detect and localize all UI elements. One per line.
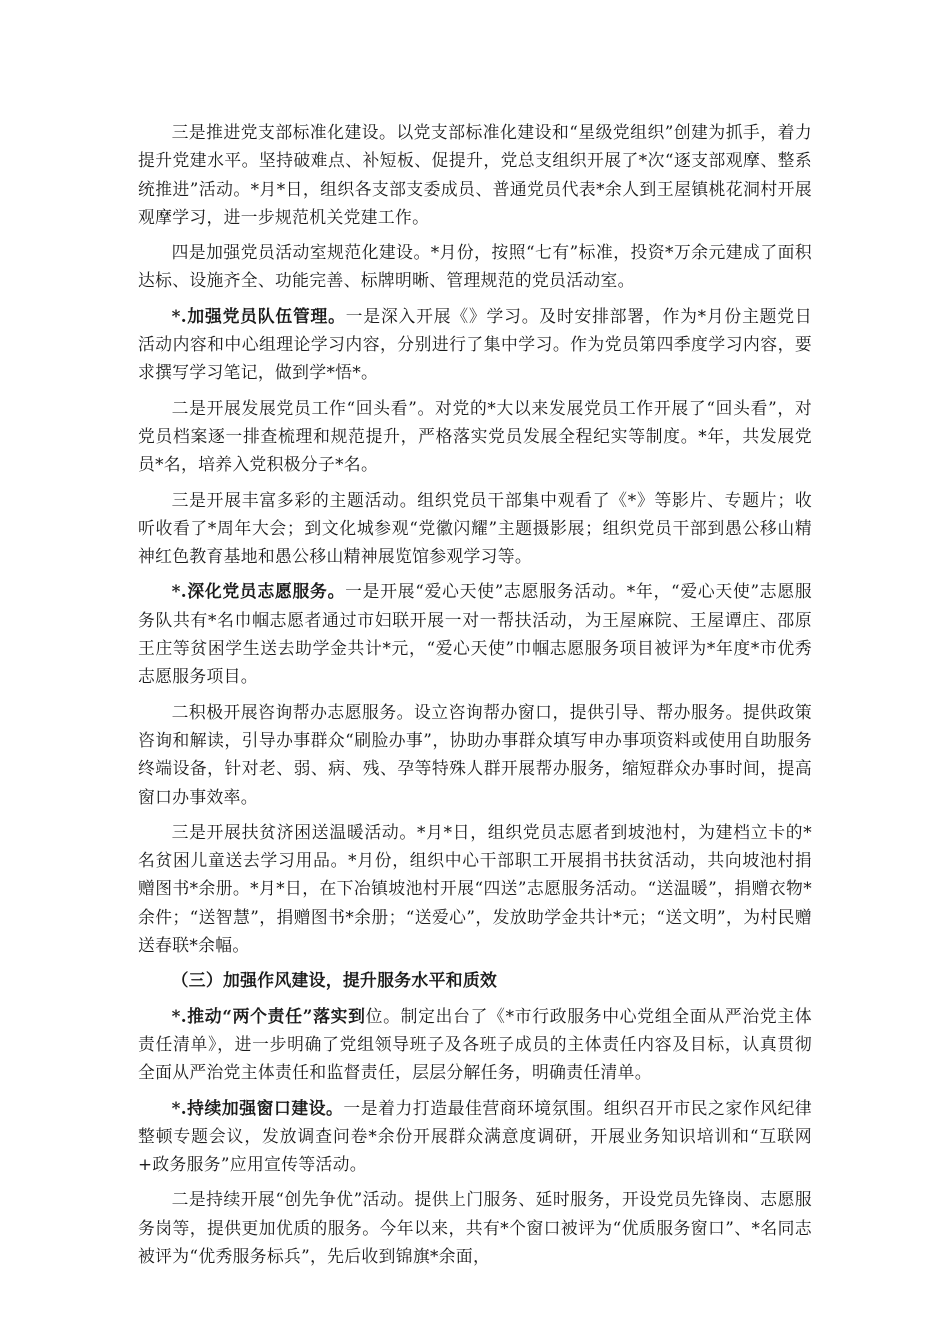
paragraph-text: 二是持续开展“创先争优”活动。提供上门服务、延时服务，开设党员先锋岗、志愿服务岗等，提供更加优质的服务。今年以来，共有*个窗口被评为“优质服务窗口”、*名同志被评为“优秀服务标兵”，先后收到锦旗*余面， — [138, 1189, 812, 1266]
paragraph — [138, 1002, 812, 1087]
paragraph-text: 位。制定出台了《*市行政服务中心党组全面从严治党主体责任清单》，进一步明确了党组领导班子及各班子成员的主体责任内容及目标，认真贯彻全面从严治党主体责任和监督责任，层层分解任务，明确责任清单。 — [138, 1005, 812, 1083]
paragraph-text: 二积极开展咨询帮办志愿服务。设立咨询帮办窗口，提供引导、帮办服务。提供政策咨询和解读，引导办事群众“刷脸办事”，协助办事群众填写申办事项资料或使用自助服务终端设备，针对老、弱、病、残、孕等特殊人群开展帮办服务，缩短群众办事时间，提高窗口办事效率。 — [138, 701, 812, 807]
paragraph — [138, 1185, 812, 1270]
paragraph-text: 一是深入开展《》学习。及时安排部署，作为*月份主题党日活动内容和中心组理论学习内容，分别进行了集中学习。作为党员第四季度学习内容，要求撰写学习笔记，做到学*悟*。 — [138, 305, 813, 383]
section-heading: （三）加强作风建设，提升服务水平和质效 — [171, 970, 498, 991]
paragraph-text: 三是推进党支部标准化建设。以党支部标准化建设和“星级党组织”创建为抓手，着力提升党建水平。坚持破难点、补短板、促提升，党总支组织开展了*次“逐支部观摩、整系统推进”活动。*月*日，组织各支部支委成员、普通党员代表*余人到王屋镇桃花洞村开展观摩学习，进一步规范机关党建工作。 — [138, 122, 812, 227]
paragraph — [138, 394, 812, 479]
paragraph — [138, 118, 812, 231]
paragraph-lead: *.持续加强窗口建设。 — [171, 1097, 344, 1118]
paragraph-text: 四是加强党员活动室规范化建设。*月份，按照“七有”标准，投资*万余元建成了面积达标、设施齐全、功能完善、标牌明晰、管理规范的党员活动室。 — [138, 242, 812, 291]
paragraph-text: 三是开展丰富多彩的主题活动。组织党员干部集中观看了《*》等影片、专题片；收听收看了*周年大会；到文化城参观“党徽闪耀”主题摄影展；组织党员干部到愚公移山精神红色教育基地和愚公移山精神展览馆参观学习等。 — [138, 489, 812, 567]
paragraph-text: 一是着力打造最佳营商环境氛围。组织召开市民之家作风纪律整顿专题会议，发放调查问卷*余份开展群众满意度调研，开展业务知识培训和“互联网+政务服务”应用宣传等活动。 — [138, 1097, 813, 1175]
paragraph — [138, 577, 812, 690]
paragraph — [138, 698, 812, 811]
paragraph-lead: *.推动“两个责任”落实到 — [171, 1005, 366, 1026]
paragraph-lead: *.深化党员志愿服务。 — [171, 581, 346, 602]
document-page — [138, 118, 812, 1277]
paragraph — [138, 818, 812, 959]
paragraph — [138, 302, 812, 387]
paragraph — [138, 1094, 812, 1179]
paragraph-text: 三是开展扶贫济困送温暖活动。*月*日，组织党员志愿者到坡池村，为建档立卡的*名贫困儿童送去学习用品。*月份，组织中心干部职工开展捐书扶贫活动，共向坡池村捐赠图书*余册。*月*日，在下冶镇坡池村开展“四送”志愿服务活动。“送温暖”，捐赠衣物*余件；“送智慧”，捐赠图书*余册；“送爱心”，发放助学金共计*元；“送文明”，为村民赠送春联*余幅。 — [138, 821, 812, 956]
paragraph-text: 二是开展发展党员工作“回头看”。对党的*大以来发展党员工作开展了“回头看”，对党员档案逐一排查梳理和规范提升，严格落实党员发展全程纪实等制度。*年，共发展党员*名，培养入党积极分子*名。 — [138, 397, 812, 475]
paragraph-text: 一是开展“爱心天使”志愿服务活动。*年，“爱心天使”志愿服务队共有*名巾帼志愿者通过市妇联开展一对一帮扶活动，为王屋麻院、王屋谭庄、邵原王庄等贫困学生送去助学金共计*元，“爱心天使”巾帼志愿服务项目被评为*年度*市优秀志愿服务项目。 — [138, 581, 813, 687]
paragraph — [138, 486, 812, 571]
paragraph — [138, 238, 812, 295]
paragraph-lead: *.加强党员队伍管理。 — [171, 305, 346, 326]
